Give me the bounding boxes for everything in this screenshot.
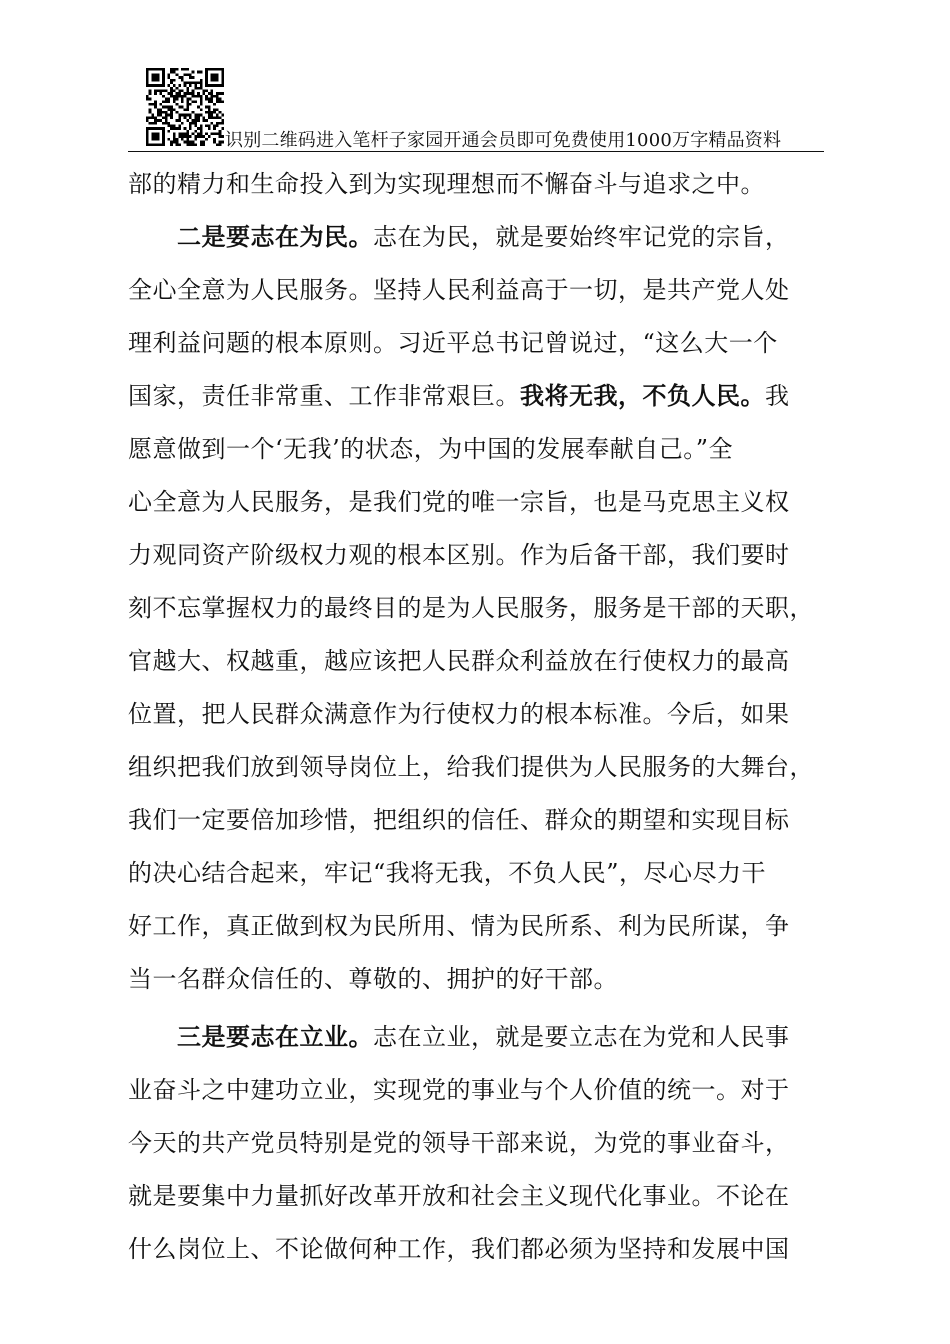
text-line: 业奋斗之中建功立业，实现党的事业与个人价值的统一。对于 bbox=[128, 1076, 790, 1104]
text-line: 力观同资产阶级权力观的根本区别。作为后备干部，我们要时 bbox=[128, 541, 790, 569]
paragraph-heading: 三是要志在立业。 bbox=[177, 1023, 373, 1051]
quote-emphasis: 我将无我，不负人民。 bbox=[520, 382, 765, 410]
header-promo-text: 识别二维码进入笔杆子家园开通会员即可免费使用1000万字精品资料 bbox=[225, 130, 782, 151]
paragraph-start: 三是要志在立业。志在立业，就是要立志在为党和人民事 bbox=[177, 1023, 790, 1051]
text-line: 位置，把人民群众满意作为行使权力的根本标准。今后，如果 bbox=[128, 700, 790, 728]
text-line: 理利益问题的根本原则。习近平总书记曾说过，“这么大一个 bbox=[128, 329, 778, 357]
text-line: 全心全意为人民服务。坚持人民利益高于一切，是共产党人处 bbox=[128, 276, 790, 304]
text-line: 的决心结合起来，牢记“我将无我，不负人民”，尽心尽力干 bbox=[128, 859, 767, 887]
document-body bbox=[128, 158, 828, 1276]
text-line: 就是要集中力量抓好改革开放和社会主义现代化事业。不论在 bbox=[128, 1182, 790, 1210]
text-line: 当一名群众信任的、尊敬的、拥护的好干部。 bbox=[128, 965, 618, 993]
text-line: 刻不忘掌握权力的最终目的是为人民服务，服务是干部的天职， bbox=[128, 594, 814, 622]
text-line: 心全意为人民服务，是我们党的唯一宗旨，也是马克思主义权 bbox=[128, 488, 790, 516]
text-line: 国家，责任非常重、工作非常艰巨。我将无我，不负人民。我 bbox=[128, 382, 790, 410]
text-line: 好工作，真正做到权为民所用、情为民所系、利为民所谋，争 bbox=[128, 912, 790, 940]
text-line: 官越大、权越重，越应该把人民群众利益放在行使权力的最高 bbox=[128, 647, 790, 675]
text-line: 什么岗位上、不论做何种工作，我们都必须为坚持和发展中国 bbox=[128, 1235, 790, 1263]
text-line: 愿意做到一个‘无我’的状态，为中国的发展奉献自己。”全 bbox=[128, 435, 734, 463]
text-line: 组织把我们放到领导岗位上，给我们提供为人民服务的大舞台， bbox=[128, 753, 814, 781]
text-line: 部的精力和生命投入到为实现理想而不懈奋斗与追求之中。 bbox=[128, 170, 765, 198]
paragraph-start: 二是要志在为民。志在为民，就是要始终牢记党的宗旨， bbox=[177, 223, 790, 251]
paragraph-heading: 二是要志在为民。 bbox=[177, 223, 373, 251]
text-line: 今天的共产党员特别是党的领导干部来说，为党的事业奋斗， bbox=[128, 1129, 790, 1157]
qr-code[interactable] bbox=[146, 68, 224, 146]
text-line: 我们一定要倍加珍惜，把组织的信任、群众的期望和实现目标 bbox=[128, 806, 790, 834]
header-divider bbox=[128, 151, 824, 152]
page-header bbox=[128, 66, 824, 152]
